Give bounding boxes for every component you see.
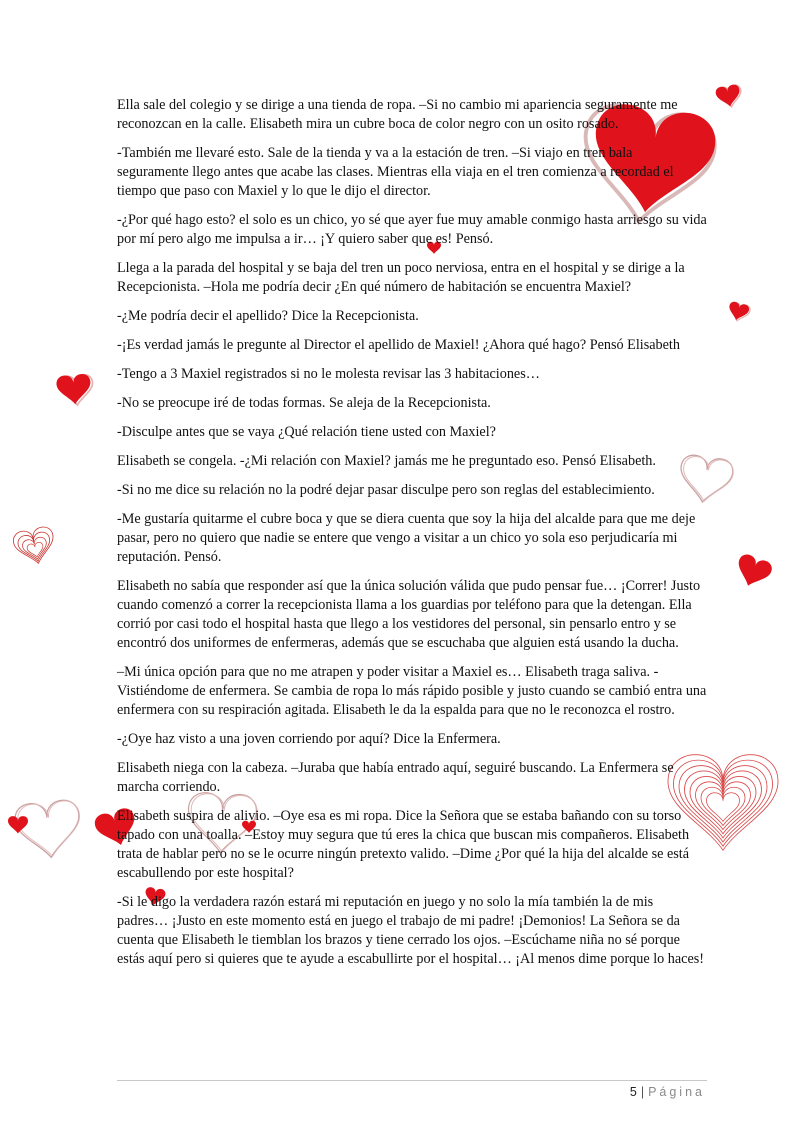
footer-divider [117, 1080, 707, 1081]
page-label: Página [648, 1085, 705, 1099]
paragraph: Elisabeth niega con la cabeza. –Juraba que había entrado aquí, seguiré buscando. La Enfermera se marcha corriendo. [117, 760, 674, 795]
heart-icon [726, 301, 751, 324]
footer-separator: | [640, 1085, 645, 1099]
paragraph: -Me gustaría quitarme el cubre boca y que se diera cuenta que soy la hija del alcalde para que me deje pasar, pero no quiero que nadie se entere que vengo a visitar a un chico yo sola eso perjudicaría mi reputación. Pensó. [117, 511, 696, 565]
paragraph: -¿Me podría decir el apellido? Dice la Recepcionista. [117, 308, 419, 324]
story-text [117, 96, 707, 979]
paragraph: Ella sale del colegio y se dirige a una tienda de ropa. –Si no cambio mi apariencia seguramente me reconozcan en la calle. Elisabeth mira un cubre boca de color negro con un osito rosado. [117, 97, 678, 132]
paragraph: -¡Es verdad jamás le pregunte al Director el apellido de Maxiel! ¿Ahora qué hago? Pensó Elisabeth [117, 337, 680, 353]
paragraph: -Tengo a 3 Maxiel registrados si no le molesta revisar las 3 habitaciones… [117, 366, 540, 382]
paragraph: –Mi única opción para que no me atrapen y poder visitar a Maxiel es… Elisabeth traga saliva. -Vistiéndome de enfermera. Se cambia de ropa lo más rápido posible y justo cuando se cambió entra una enfermera con su respiración agitada. Elisabeth le da la espalda para que no le reconozca el rostro. [117, 664, 707, 718]
paragraph: Elisabeth no sabía que responder así que la única solución válida que pudo pensar fue… ¡Correr! Justo cuando comenzó a correr la recepcionista llama a los guardias por teléfono para que la detengan. Ella corrió por casi todo el hospital hasta que llego a los vestidores del personal, sin pensarlo entro y se encontró dos uniformes de enfermeras, además que se escuchaba que alguien está usando la ducha. [117, 578, 701, 651]
paragraph: -Disculpe antes que se vaya ¿Qué relación tiene usted con Maxiel? [117, 424, 496, 440]
paragraph: -Si le digo la verdadera razón estará mi reputación en juego y no solo la mía también la de mis padres… ¡Justo en este momento está en juego el trabajo de mi padre! ¡Demonios! La Señora se da cuenta que Elisabeth le tiemblan los brazos y tiene cerrado los ojos. –Escúchame niña no sé porque estás aquí pero si quieres que te ayude a escabullirte por el hospital… ¡Al menos dime porque lo haces! [117, 894, 705, 967]
page-footer [630, 1085, 705, 1099]
page-number: 5 [629, 1085, 637, 1099]
paragraph: -¿Oye haz visto a una joven corriendo por aquí? Dice la Enfermera. [117, 731, 501, 747]
paragraph: -¿Por qué hago esto? el solo es un chico, yo sé que ayer fue muy amable conmigo hasta arriesgo su vida por mí pero algo me impulsa a ir… ¡Y quiero saber que es! Pensó. [117, 212, 707, 247]
heart-icon [732, 552, 774, 591]
paragraph: -Si no me dice su relación no la podré dejar pasar disculpe pero son reglas del establecimiento. [117, 482, 655, 498]
paragraph: Elisabeth se congela. -¿Mi relación con Maxiel? jamás me he preguntado eso. Pensó Elisabeth. [117, 453, 656, 469]
paragraph: -También me llevaré esto. Sale de la tienda y va a la estación de tren. –Si viajo en tren bala seguramente llego antes que acabe las clases. Mientras ella viaja en el tren comienza a recordad el tiempo que paso con Maxiel y lo que le dijo el director. [117, 145, 674, 199]
heart-icon [715, 83, 744, 109]
heart-icon [56, 373, 95, 406]
paragraph: Llega a la parada del hospital y se baja del tren un poco nerviosa, entra en el hospital y se dirige a la Recepcionista. –Hola me podría decir ¿En qué número de habitación se encuentra Maxiel? [117, 260, 685, 295]
paragraph: Elisabeth suspira de alivio. –Oye esa es mi ropa. Dice la Señora que se estaba bañando con su torso tapado con una toalla. –Estoy muy segura que tú eres la chica que buscan mis compañeros. Elisabeth trata de hablar pero no se le ocurre ningún pretexto valido. –Dime ¿Por qué la hija del alcalde se está escabullendo por este hospital? [117, 808, 690, 881]
heart-icon [14, 799, 84, 861]
heart-icon [12, 525, 58, 567]
paragraph: -No se preocupe iré de todas formas. Se aleja de la Recepcionista. [117, 395, 491, 411]
